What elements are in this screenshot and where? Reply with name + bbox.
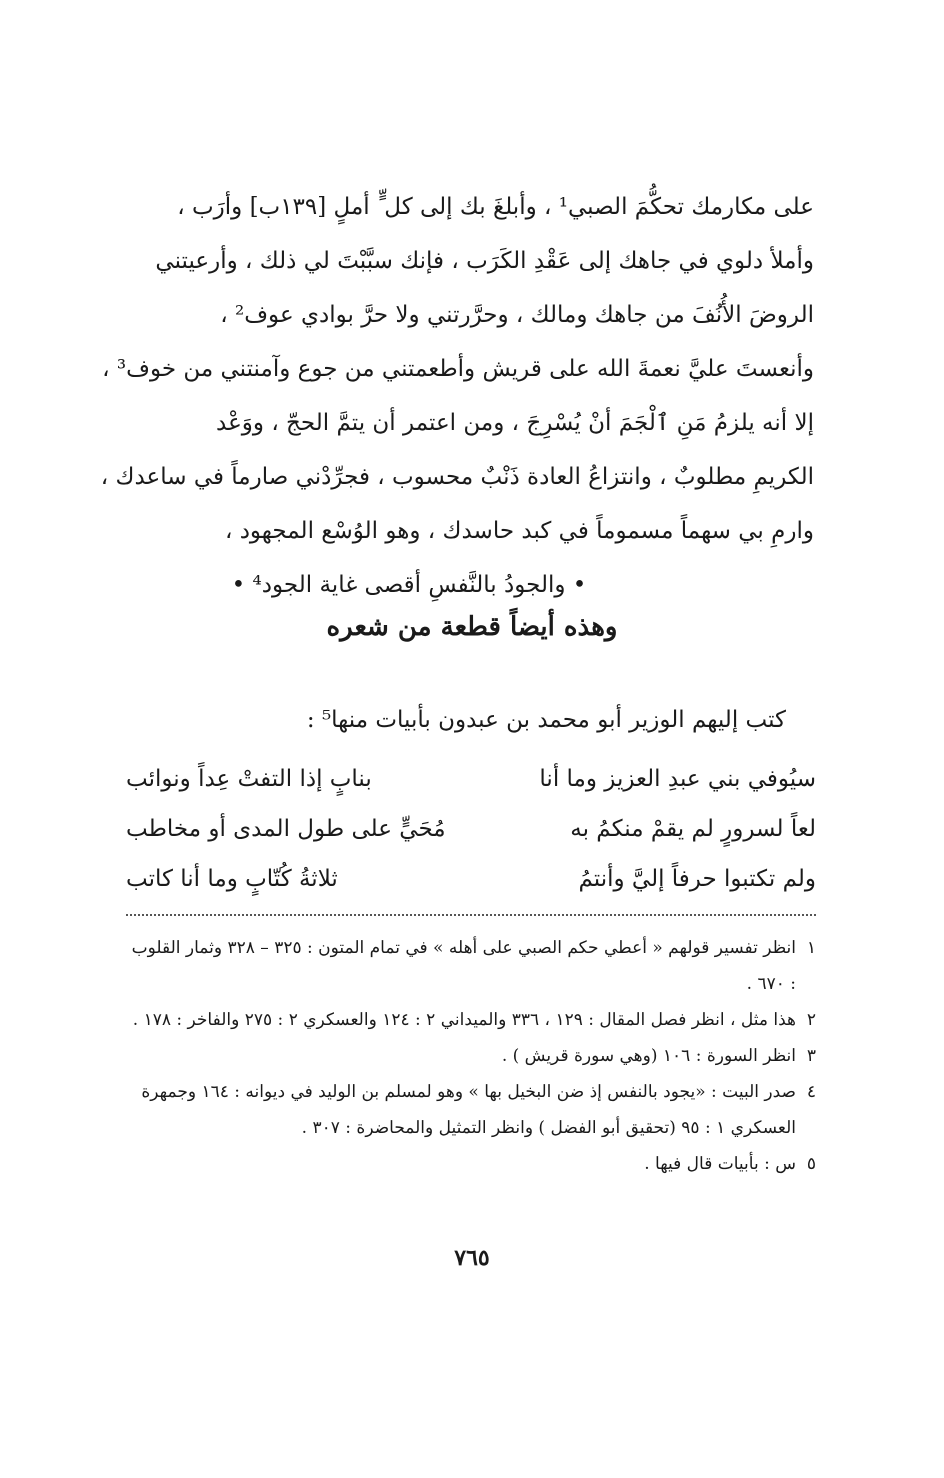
footnote: [126, 1002, 816, 1038]
footnote-number: ٤: [806, 1082, 816, 1102]
poem-verse: [126, 804, 816, 854]
verse-first-hemistich: ولم تكتبوا حرفاً إليَّ وأنتمُ: [578, 866, 816, 892]
poem-verse: [126, 854, 816, 904]
footnote-text: انظر تفسير قولهم « أعطي حكم الصبي على أهله » في تمام المتون : ٣٢٥ – ٣٢٨ وثمار القلوب : ٦٧٠ .: [131, 938, 796, 994]
section-title: وهذه أيضاً قطعة من شعره: [326, 612, 618, 642]
footnote: [126, 1146, 816, 1182]
prose-line: الروضَ الأُنُفَ من جاهك ومالك ، وحرَّرتني ولا حرَّ بوادي عوف² ،: [220, 302, 814, 328]
prose-line: وأنعستَ عليَّ نعمةَ الله على قريش وأطعمتني من جوع وآمنتني من خوف³ ،: [102, 356, 814, 382]
footnote-number: ١: [806, 938, 816, 958]
footnote: [126, 1074, 816, 1146]
verse-second-hemistich: بنابٍ إذا التفتْ عِداً ونوائب: [126, 766, 372, 792]
footnote-text: انظر السورة : ١٠٦ (وهي سورة قريش ) .: [501, 1046, 796, 1066]
footnote: [126, 930, 816, 1002]
verse-second-hemistich: مُحَيٍّ على طول المدى أو مخاطب: [126, 816, 446, 842]
footnote-text: س : بأبيات قال فيها .: [644, 1154, 796, 1174]
prose-line: على مكارمك تحكُّمَ الصبي¹ ، وأبلغَ بك إلى كل ٍّ أملٍ [١٣٩ب] وأرَب ،: [177, 194, 814, 220]
prose-paragraph: [100, 180, 814, 612]
poem-verse: [126, 754, 816, 804]
footnotes: [126, 930, 816, 1182]
prose-line: إلا أنه يلزمُ مَنِ ٱلْجَمَ أنْ يُسْرِجَ ، ومن اعتمر أن يتمَّ الحجّ ، ووَعْد: [216, 410, 814, 436]
verse-second-hemistich: ثلاثةُ كُتّابٍ وما أنا كاتب: [126, 866, 338, 892]
poem: [126, 754, 816, 904]
prose-line: وارمِ بي سهماً مسموماً في كبد حاسدك ، وهو الوُسْع المجهود ،: [224, 518, 814, 544]
footnote: [126, 1038, 816, 1074]
prose-line: وأملأ دلوي في جاهك إلى عَقْدِ الكَرَب ، فإنك سبَّبْتَ لي ذلك ، وأرعيتني: [155, 248, 814, 274]
poem-intro: كتب إليهم الوزير أبو محمد بن عبدون بأبيات منها⁵ :: [306, 707, 786, 733]
footnote-number: ٥: [806, 1154, 816, 1174]
footnote-text: هذا مثل ، انظر فصل المقال : ١٢٩ ، ٣٣٦ والميداني ٢ : ١٢٤ والعسكري ٢ : ٢٧٥ والفاخر : ١٧٨ .: [132, 1010, 796, 1030]
quoted-hemistich: • والجودُ بالنَّفسِ أقصى غاية الجود⁴ •: [231, 572, 587, 598]
footnote-divider: [126, 914, 816, 916]
verse-first-hemistich: لعاً لسرورٍ لم يقمْ منكمُ به: [570, 816, 816, 842]
verse-first-hemistich: سيُوفي بني عبدِ العزيز وما أنا: [539, 766, 816, 792]
footnote-number: ٢: [806, 1010, 816, 1030]
page-number: ٧٦٥: [454, 1245, 490, 1271]
footnote-text: صدر البيت : «يجود بالنفس إذ ضن البخيل بها » وهو لمسلم بن الوليد في ديوانه : ١٦٤ وجمهرة العسكري ١ : ٩٥ (تحقيق أبو الفضل ) وانظر التمثيل والمحاضرة : ٣٠٧ .: [141, 1082, 796, 1138]
footnote-number: ٣: [806, 1046, 816, 1066]
prose-line: الكريمِ مطلوبٌ ، وانتزاعُ العادة ذَنْبٌ محسوب ، فجرِّدْني صارماً في ساعدك ،: [100, 464, 814, 490]
